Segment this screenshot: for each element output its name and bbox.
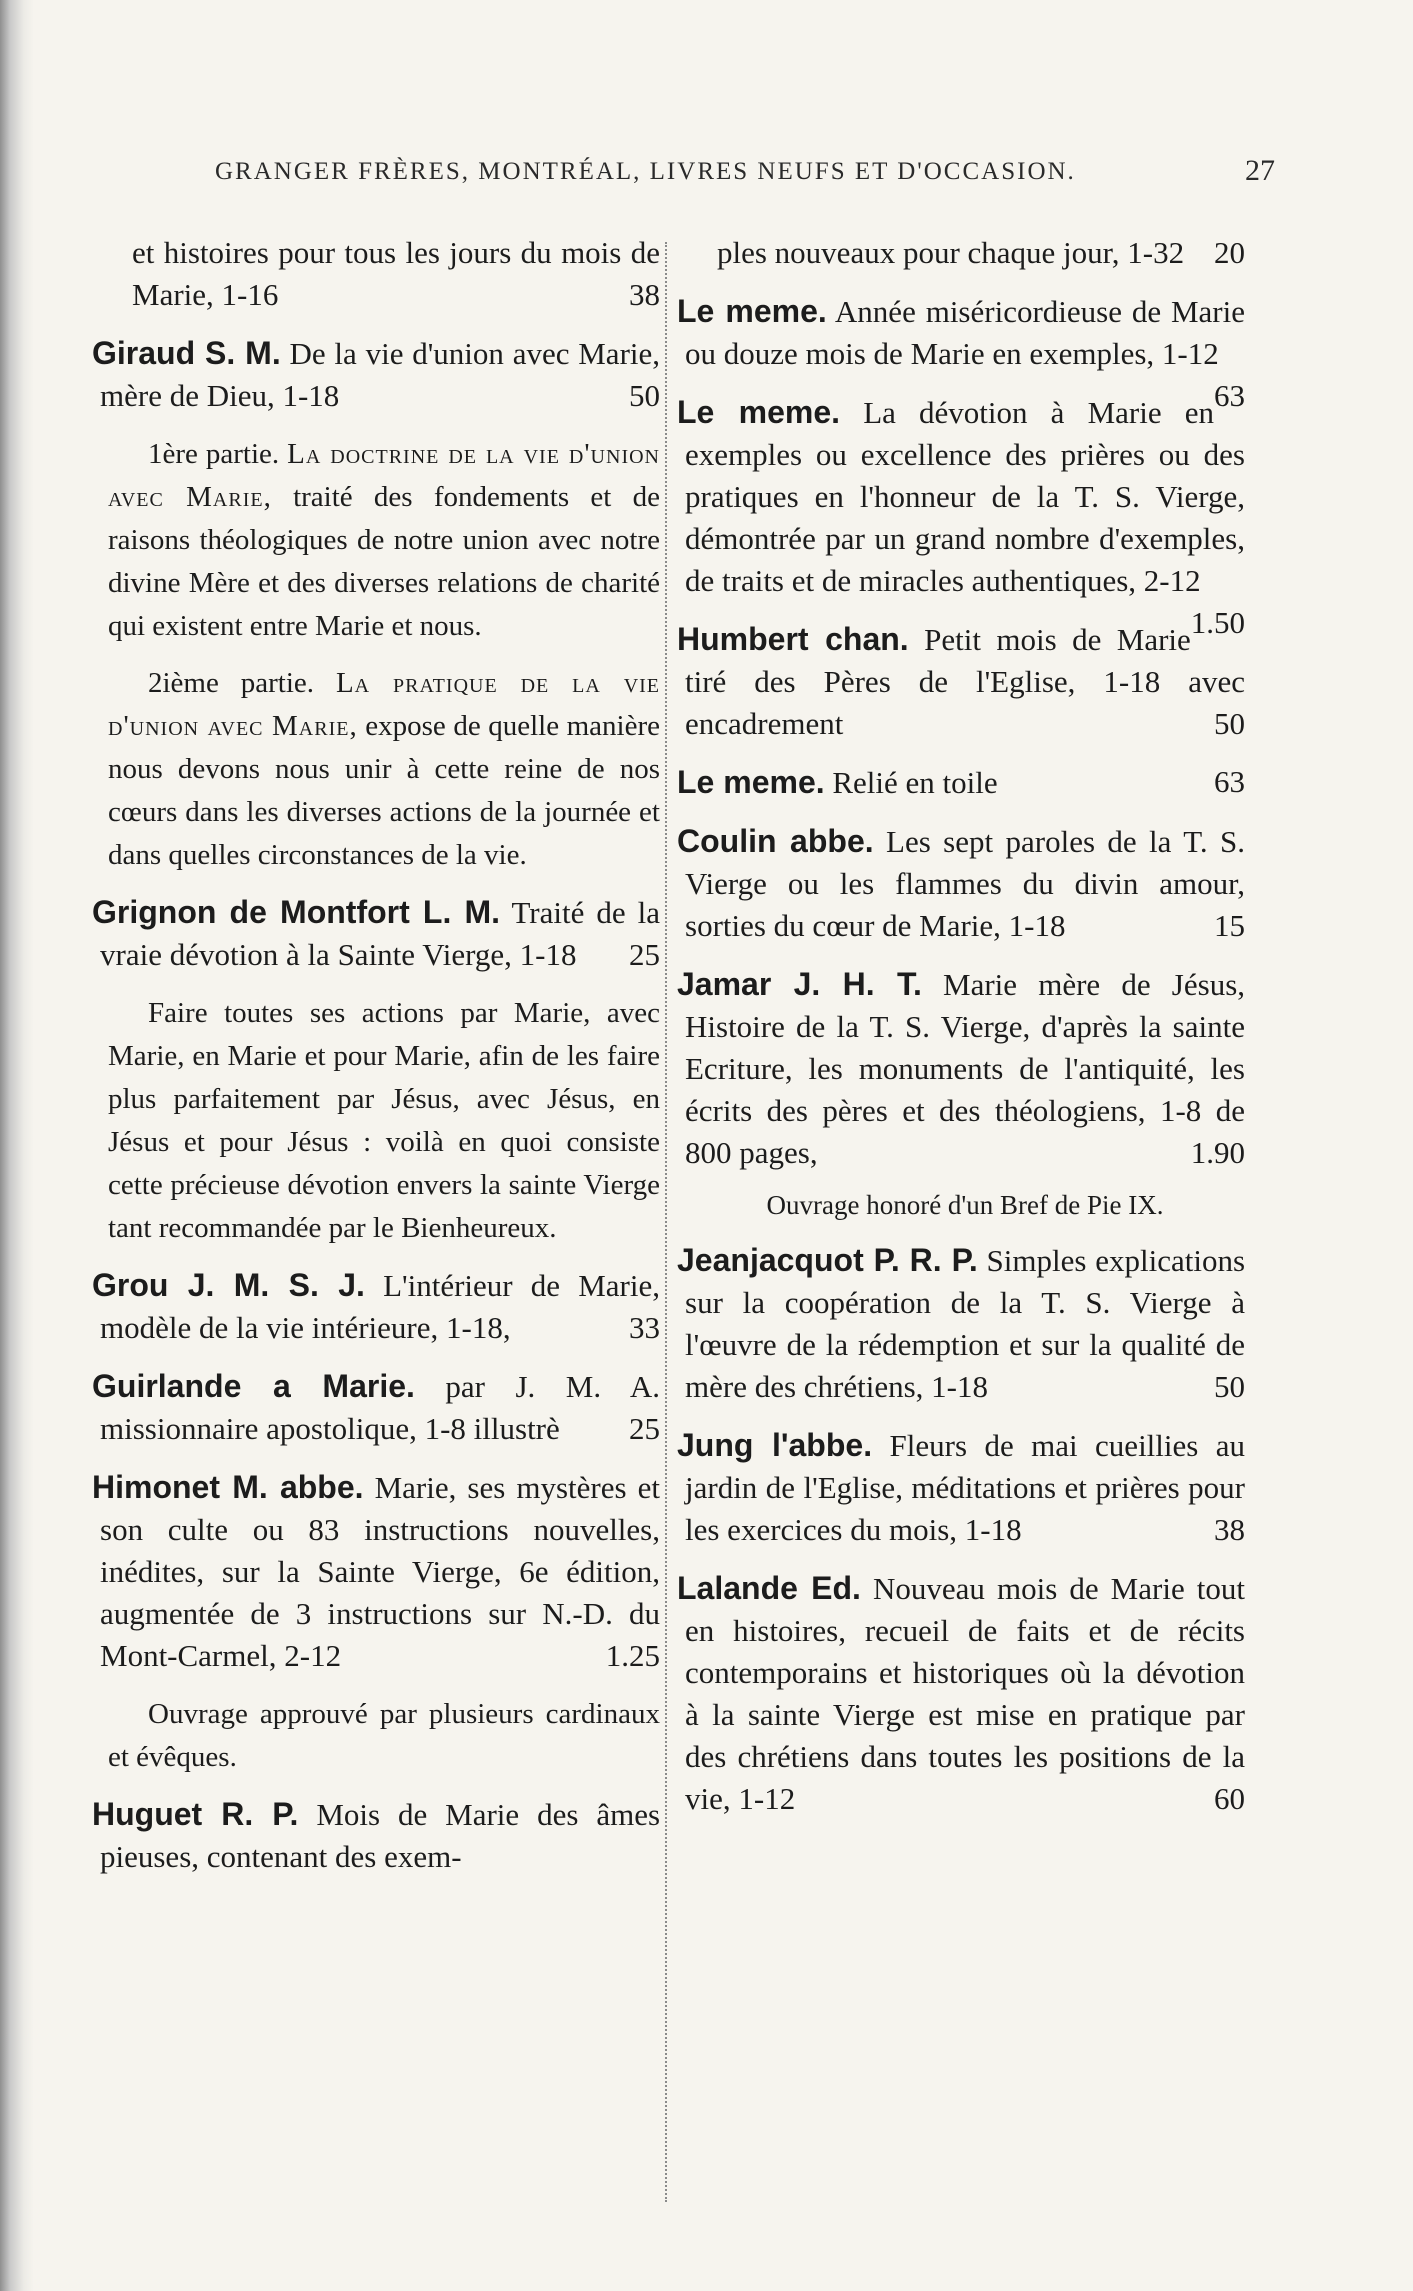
entry-text: et histoires pour tous les jours du mois de Marie, 1-16 — [132, 235, 660, 312]
entry-price: 38 — [1214, 1512, 1245, 1547]
entry-author: Jamar J. H. T. — [677, 966, 922, 1002]
entry-note — [100, 662, 660, 877]
catalog-entry — [92, 1466, 660, 1677]
entry-author: Grignon de Montfort L. M. — [92, 894, 501, 930]
entry-author: Humbert chan. — [677, 621, 909, 657]
entry-text: Marie, ses mystères et son culte ou 83 instructions nouvelles, inédites, sur la Sainte Vierge, 6e édition, augmentée de 3 instructions sur N.-D. du Mont-Carmel, 2-12 — [100, 1470, 660, 1673]
catalog-entry — [92, 332, 661, 417]
entry-author: Giraud S. M. — [92, 335, 281, 371]
entry-text: La dévotion à Marie en exemples ou excellence des prières ou des pratiques en l'honneur de la T. S. Vierge, démontrée par un grand nombre d'exemples, de traits et de miracles authentiques, 2-12 — [685, 395, 1245, 598]
page-edge-shadow — [0, 0, 34, 2291]
entry-price: 20 — [1214, 235, 1245, 270]
entry-text: Petit mois de Marie tiré des Pères de l'Eglise, 1-18 avec encadrement — [685, 622, 1245, 741]
entry-author: Le meme. — [677, 394, 841, 430]
continued-entry — [685, 232, 1245, 274]
page-number: 27 — [1245, 154, 1275, 187]
catalog-entry — [92, 1365, 661, 1450]
entry-price: 33 — [629, 1310, 660, 1345]
entry-author: Guirlande a Marie. — [92, 1368, 415, 1404]
entry-price: 50 — [1214, 706, 1245, 741]
entry-author: Huguet R. P. — [92, 1796, 299, 1832]
entry-price: 50 — [629, 378, 660, 413]
catalog-entry — [677, 1567, 1246, 1820]
entry-author: Jung l'abbe. — [677, 1427, 873, 1463]
column-divider — [665, 242, 667, 2202]
entry-price: 60 — [1214, 1781, 1245, 1816]
entry-text: ples nouveaux pour chaque jour, 1-32 — [717, 235, 1185, 270]
entry-author: Grou J. M. S. J. — [92, 1267, 365, 1303]
entry-price: 15 — [1214, 908, 1245, 943]
entry-text: Marie mère de Jésus, Histoire de la T. S. Vierge, d'après la sainte Ecriture, les monuments de l'antiquité, les écrits des pères et des théologiens, 1-8 de 800 pages, — [685, 967, 1246, 1170]
note-text: expose de quelle manière nous devons nous unir à cette reine de nos cœurs dans les diverses actions de la journée et dans quelles circonstances de la vie. — [108, 710, 660, 871]
entry-note: Faire toutes ses actions par Marie, avec Marie, en Marie et pour Marie, afin de les faire plus parfaitement par Jésus, avec Jésus, en Jésus et pour Jésus : voilà en quoi consiste cette précieuse dévotion envers la sainte Vierge tant recommandée par le Bienheureux. — [108, 997, 660, 1244]
entry-author: Jeanjacquot P. R. P. — [677, 1242, 978, 1278]
entry-text: Mois de Marie des âmes pieuses, contenant des exem- — [100, 1797, 661, 1874]
entry-price: 25 — [629, 937, 660, 972]
entry-note — [100, 433, 660, 648]
entry-author: Le meme. — [677, 764, 825, 800]
entry-text: Les sept paroles de la T. S. Vierge ou les flammes du divin amour, sorties du cœur de Marie, 1-18 — [685, 824, 1246, 943]
catalog-entry — [677, 963, 1246, 1174]
catalog-entry — [677, 618, 1245, 745]
note-label: 1ère partie. — [148, 438, 280, 470]
entry-author: Himonet M. abbe. — [92, 1469, 364, 1505]
entry-text: Traité de la vraie dévotion à la Sainte Vierge, 1-18 — [100, 895, 660, 972]
entry-text: Relié en toile — [832, 765, 998, 800]
entry-text: Fleurs de mai cueillies au jardin de l'Eglise, méditations et prières pour les exercices du mois, 1-18 — [685, 1428, 1246, 1547]
entry-text: par J. M. A. missionnaire apostolique, 1-8 illustrè — [100, 1369, 661, 1446]
left-column — [92, 232, 661, 1894]
entry-text: Nouveau mois de Marie tout en histoires, recueil de faits et de récits contemporains et historiques où la dévotion à la sainte Vierge est mise en pratique par des chrétiens dans toutes les positions de la vie, 1-12 — [685, 1571, 1246, 1816]
entry-text: L'intérieur de Marie, modèle de la vie intérieure, 1-18, — [100, 1268, 660, 1345]
entry-price: 38 — [629, 277, 660, 312]
entry-text: Année miséricordieuse de Marie ou douze mois de Marie en exemples, 1-12 — [685, 294, 1245, 371]
catalog-entry — [92, 1793, 661, 1878]
entry-price: 1.90 — [1190, 1135, 1245, 1170]
catalog-entry — [677, 1424, 1246, 1551]
catalog-entry — [677, 820, 1246, 947]
entry-price: 1.50 — [1190, 605, 1245, 640]
note-title: La doctrine de la vie d'union avec Marie, — [108, 438, 660, 513]
continued-entry — [100, 232, 660, 316]
entry-author: Coulin abbe. — [677, 823, 874, 859]
note-title: La pratique de la vie d'union avec Marie, — [108, 667, 661, 742]
right-column — [677, 232, 1246, 1836]
catalog-entry — [677, 761, 1245, 804]
note-label: 2ième partie. — [148, 667, 315, 699]
entry-note: Ouvrage honoré d'un Bref de Pie IX. — [766, 1190, 1164, 1220]
entry-price: 50 — [1214, 1369, 1245, 1404]
catalog-entry — [677, 1239, 1246, 1408]
entry-author: Lalande Ed. — [677, 1570, 861, 1606]
entry-price: 63 — [1214, 764, 1245, 799]
catalog-entry — [92, 891, 660, 976]
note-text: traité des fondements et de raisons théologiques de notre union avec notre divine Mère et des diverses relations de charité qui existent entre Marie et nous. — [108, 481, 660, 642]
catalog-entry — [677, 290, 1245, 413]
entry-text: De la vie d'union avec Marie, mère de Dieu, 1-18 — [100, 336, 661, 413]
entry-note: Ouvrage approuvé par plusieurs cardinaux et évêques. — [108, 1698, 660, 1773]
header-title: GRANGER FRÈRES, MONTRÉAL, LIVRES NEUFS ET D'OCCASION. — [215, 158, 1076, 185]
entry-author: Le meme. — [677, 293, 827, 329]
entry-price: 1.25 — [605, 1638, 660, 1673]
catalog-entry — [92, 1264, 660, 1349]
entry-price: 25 — [629, 1411, 660, 1446]
running-header — [215, 154, 1275, 187]
entry-price: 63 — [1214, 378, 1245, 413]
entry-text: Simples explications sur la coopération de la T. S. Vierge à l'œuvre de la rédemption et sur la qualité de mère des chrétiens, 1-18 — [685, 1243, 1246, 1404]
